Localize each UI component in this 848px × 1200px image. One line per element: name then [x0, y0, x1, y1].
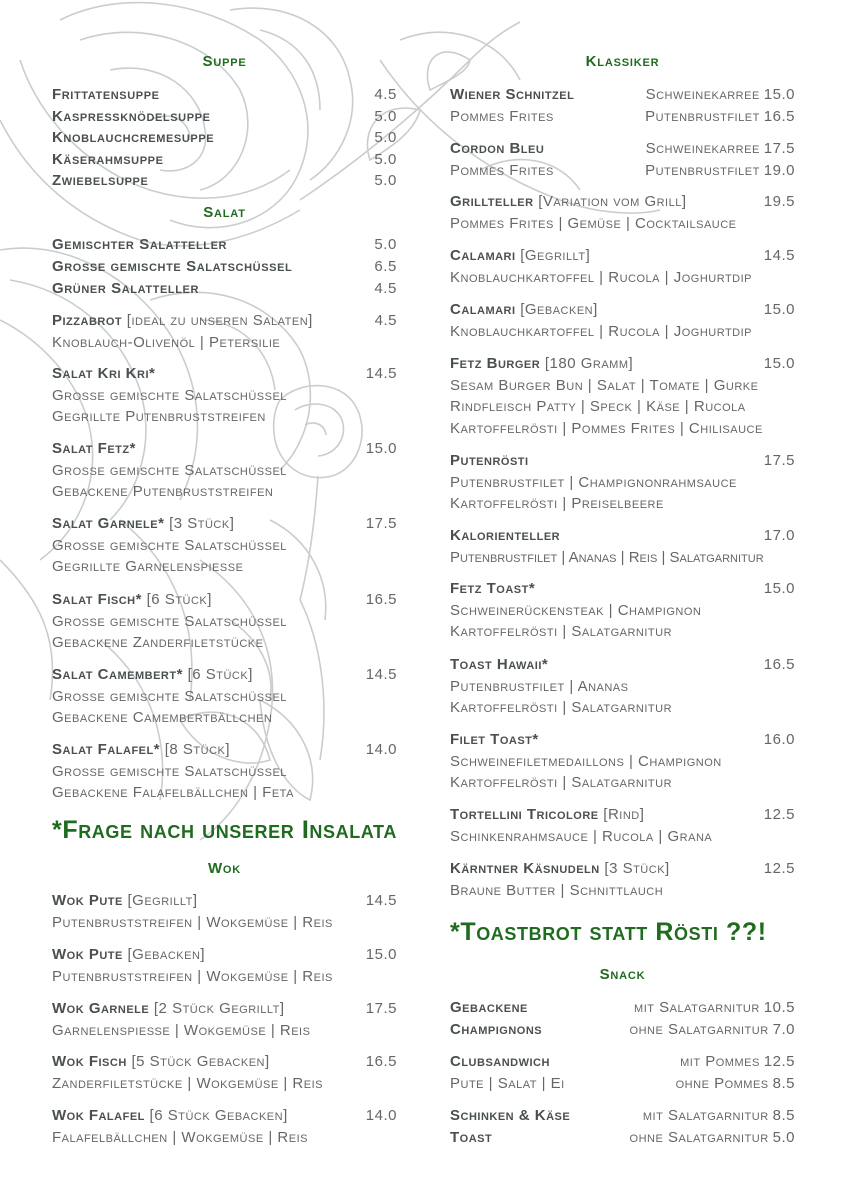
item-name: Calamari — [450, 301, 516, 318]
item-name: Salat Fisch* — [52, 591, 142, 608]
item-price: 7.0 — [772, 1020, 795, 1038]
item-description: Grosse gemischte Salatschüssel — [52, 762, 287, 780]
menu-item-row — [52, 129, 397, 150]
menu-item — [52, 1107, 397, 1150]
item-description: Gebackene Zanderfiletstücke — [52, 634, 264, 651]
item-name: Champignons — [450, 1020, 543, 1038]
item-price: 5.0 — [374, 172, 397, 189]
variant-label: mit Pommes — [680, 1053, 760, 1070]
item-name: Wok Garnele — [52, 1000, 150, 1017]
item-price: 12.5 — [763, 806, 795, 823]
item-name: Grüner Salatteller — [52, 280, 200, 297]
item-price: 16.5 — [763, 107, 795, 125]
item-name: Clubsandwich — [450, 1053, 550, 1070]
item-name: Gemischter Salatteller — [52, 236, 228, 253]
item-description: Grosse gemischte Salatschüssel — [52, 461, 287, 479]
item-price: 14.5 — [365, 892, 397, 909]
item-description: Zanderfiletstücke | Wokgemüse | Reis — [52, 1074, 323, 1092]
item-name: Fetz Toast* — [450, 580, 536, 597]
item-name: Fetz Burger — [450, 355, 541, 372]
item-note: [180 Gramm] — [540, 355, 634, 372]
item-price: 17.0 — [763, 527, 795, 544]
item-description: Putenbrustfilet | Ananas — [450, 677, 629, 695]
item-price: 15.0 — [365, 440, 397, 457]
item-price: 15.0 — [763, 301, 795, 318]
item-name: Toast Hawaii* — [450, 656, 549, 673]
item-description: Gebackene Camembertbällchen — [52, 709, 273, 726]
item-description: Pommes Frites — [450, 107, 554, 125]
item-description: Kartoffelrösti | Preiselbeere — [450, 495, 664, 512]
promo-toastbrot: *Toastbrot statt Rösti ??! — [450, 918, 767, 946]
item-description: Pommes Frites | Gemüse | Cocktailsauce — [450, 214, 737, 232]
item-name: Kärntner Käsnudeln — [450, 860, 600, 877]
item-name: Cordon Bleu — [450, 140, 545, 157]
item-description: Gebackene Falafelbällchen | Feta — [52, 784, 294, 801]
item-description: Gegrillte Garnelenspiesse — [52, 558, 244, 575]
item-name: Wok Fisch — [52, 1053, 127, 1070]
variant-label: ohne Pommes — [675, 1074, 769, 1092]
item-price: 14.0 — [365, 1107, 397, 1124]
item-description: Grosse gemischte Salatschüssel — [52, 612, 287, 630]
item-note: [Gebacken] — [515, 301, 598, 318]
item-name: Salat Camembert* — [52, 666, 183, 683]
menu-item — [52, 515, 397, 580]
item-price: 10.5 — [763, 999, 795, 1016]
item-name: Calamari — [450, 247, 516, 264]
item-name: Salat Kri Kri* — [52, 365, 156, 382]
item-name: Grosse gemischte Salatschüssel — [52, 258, 293, 275]
menu-item — [52, 946, 397, 989]
item-description: Grosse gemischte Salatschüssel — [52, 386, 287, 404]
item-name: Tortellini Tricolore — [450, 806, 599, 823]
item-description: Kartoffelrösti | Salatgarnitur — [450, 774, 673, 791]
item-price: 16.5 — [365, 1053, 397, 1070]
item-price: 19.5 — [763, 193, 795, 210]
item-price: 17.5 — [763, 140, 795, 157]
item-name: Toast — [450, 1128, 493, 1146]
section-title-snack: Snack — [599, 966, 646, 983]
item-price: 15.0 — [365, 946, 397, 963]
item-description: Putenbrustfilet | Ananas | Reis | Salatgarnitur — [450, 548, 764, 566]
item-note: [6 Stück] — [141, 591, 212, 608]
item-price: 4.5 — [374, 312, 397, 329]
item-description: Rindfleisch Patty | Speck | Käse | Rucola — [450, 398, 746, 415]
item-name: Putenrösti — [450, 452, 529, 469]
item-price: 19.0 — [763, 161, 795, 179]
item-name: Wok Falafel — [52, 1107, 145, 1124]
item-price: 15.0 — [763, 86, 795, 103]
item-price: 14.5 — [365, 666, 397, 683]
item-note: [Variation vom Grill] — [533, 193, 687, 210]
item-name: Salat Falafel* — [52, 741, 161, 758]
item-price: 12.5 — [763, 1053, 795, 1070]
menu-item — [52, 591, 397, 656]
menu-item — [52, 1053, 397, 1096]
item-name: Frittatensuppe — [52, 86, 160, 103]
item-price: 17.5 — [365, 1000, 397, 1017]
item-price: 15.0 — [763, 580, 795, 597]
menu-item — [52, 1000, 397, 1043]
section-title-suppe: Suppe — [202, 53, 247, 70]
menu-item-variants — [450, 86, 795, 129]
variant-label: Putenbrustfilet — [645, 161, 760, 179]
item-name: Wok Pute — [52, 892, 123, 909]
menu-item — [52, 365, 397, 430]
item-note: [Gegrillt] — [122, 892, 198, 909]
item-name: Wok Pute — [52, 946, 123, 963]
item-price: 5.0 — [374, 236, 397, 253]
item-description: Falafelbällchen | Wokgemüse | Reis — [52, 1128, 308, 1146]
menu-item — [450, 247, 795, 290]
item-description: Putenbruststreifen | Wokgemüse | Reis — [52, 967, 333, 985]
item-note: [6 Stück] — [182, 666, 253, 683]
item-description: Knoblauch-Olivenöl | Petersilie — [52, 333, 281, 351]
item-description: Kartoffelrösti | Salatgarnitur — [450, 623, 673, 640]
item-name: Grillteller — [450, 193, 534, 210]
item-description: Grosse gemischte Salatschüssel — [52, 687, 287, 705]
item-name: Kaspressknödelsuppe — [52, 108, 211, 125]
item-name: Salat Fetz* — [52, 440, 136, 457]
menu-item — [52, 741, 397, 806]
item-name: Knoblauchcremesuppe — [52, 129, 215, 146]
item-price: 15.0 — [763, 355, 795, 372]
menu-item — [450, 806, 795, 849]
menu-item-variants — [450, 140, 795, 183]
menu-item — [450, 452, 795, 517]
variant-label: ohne Salatgarnitur — [629, 1128, 769, 1146]
item-note: [6 Stück Gebacken] — [144, 1107, 288, 1124]
item-description: Sesam Burger Bun | Salat | Tomate | Gurke — [450, 376, 759, 394]
menu-item-row — [52, 86, 397, 107]
item-description: Schinkenrahmsauce | Rucola | Grana — [450, 827, 713, 845]
menu-item — [450, 193, 795, 236]
menu-item — [52, 666, 397, 731]
item-note: [3 Stück] — [164, 515, 235, 532]
menu-item-row — [52, 280, 397, 301]
item-description: Kartoffelrösti | Salatgarnitur — [450, 699, 673, 716]
item-price: 14.0 — [365, 741, 397, 758]
item-price: 16.5 — [365, 591, 397, 608]
variant-label: ohne Salatgarnitur — [629, 1020, 769, 1038]
section-title-salat: Salat — [203, 204, 246, 221]
item-name: Zwiebelsuppe — [52, 172, 149, 189]
item-description: Braune Butter | Schnittlauch — [450, 881, 664, 899]
item-price: 17.5 — [365, 515, 397, 532]
item-name: Schinken & Käse — [450, 1107, 571, 1124]
item-note: [Rind] — [598, 806, 645, 823]
menu-item-row — [52, 172, 397, 193]
item-price: 16.5 — [763, 656, 795, 673]
item-price: 14.5 — [763, 247, 795, 264]
item-price: 17.5 — [763, 452, 795, 469]
variant-label: mit Salatgarnitur — [642, 1107, 769, 1124]
item-description: Grosse gemischte Salatschüssel — [52, 536, 287, 554]
item-description: Putenbruststreifen | Wokgemüse | Reis — [52, 913, 333, 931]
item-note: [8 Stück] — [160, 741, 231, 758]
item-price: 6.5 — [374, 258, 397, 275]
menu-item — [450, 731, 795, 796]
item-name: Salat Garnele* — [52, 515, 165, 532]
item-price: 8.5 — [772, 1074, 795, 1092]
menu-item — [52, 440, 397, 505]
item-price: 16.0 — [763, 731, 795, 748]
menu-item — [450, 355, 795, 441]
item-note: [2 Stück Gegrillt] — [149, 1000, 285, 1017]
item-name: Gebackene — [450, 999, 528, 1016]
item-name: Pizzabrot — [52, 312, 123, 329]
item-description: Pommes Frites — [450, 161, 554, 179]
item-name: Wiener Schnitzel — [450, 86, 575, 103]
variant-label: Schweinekarree — [645, 86, 760, 103]
item-note: [5 Stück Gebacken] — [126, 1053, 270, 1070]
item-note: [Gegrillt] — [515, 247, 591, 264]
item-price: 14.5 — [365, 365, 397, 382]
item-name: Filet Toast* — [450, 731, 539, 748]
menu-item-variants — [450, 999, 795, 1042]
item-description: Schweinerückensteak | Champignon — [450, 601, 702, 619]
menu-item — [450, 860, 795, 903]
menu-item-row — [52, 236, 397, 257]
item-price: 5.0 — [374, 151, 397, 168]
menu-item-row — [52, 108, 397, 129]
item-price: 5.0 — [374, 108, 397, 125]
promo-insalata: *Frage nach unserer Insalata — [52, 816, 397, 844]
item-price: 4.5 — [374, 280, 397, 297]
section-title-wok: Wok — [207, 860, 242, 877]
menu-item — [450, 656, 795, 721]
item-price: 5.0 — [374, 129, 397, 146]
item-price: 12.5 — [763, 860, 795, 877]
menu-item — [52, 892, 397, 935]
item-note: [3 Stück] — [599, 860, 670, 877]
menu-item — [52, 312, 397, 355]
item-description: Pute | Salat | Ei — [450, 1074, 565, 1092]
item-description: Gebackene Putenbruststreifen — [52, 483, 274, 500]
section-title-klassiker: Klassiker — [585, 53, 660, 70]
item-price: 8.5 — [772, 1107, 795, 1124]
menu-item-variants — [450, 1107, 795, 1150]
menu-item — [450, 301, 795, 344]
item-note: [Gebacken] — [122, 946, 206, 963]
item-description: Gegrillte Putenbruststreifen — [52, 408, 266, 425]
item-description: Knoblauchkartoffel | Rucola | Joghurtdip — [450, 322, 753, 340]
item-price: 5.0 — [772, 1128, 795, 1146]
menu-item — [450, 580, 795, 645]
item-description: Kartoffelrösti | Pommes Frites | Chilisauce — [450, 419, 763, 437]
item-description: Knoblauchkartoffel | Rucola | Joghurtdip — [450, 268, 753, 286]
variant-label: mit Salatgarnitur — [634, 999, 760, 1016]
item-note: [ideal zu unseren Salaten] — [122, 312, 313, 329]
menu-item-row — [52, 258, 397, 279]
item-description: Putenbrustfilet | Champignonrahmsauce — [450, 473, 737, 491]
menu-item — [450, 527, 795, 570]
variant-label: Schweinekarree — [645, 140, 760, 157]
menu-item-row — [52, 151, 397, 172]
item-price: 4.5 — [374, 86, 397, 103]
item-name: Kalorienteller — [450, 527, 561, 544]
item-description: Schweinefiletmedaillons | Champignon — [450, 752, 722, 770]
item-description: Garnelenspiesse | Wokgemüse | Reis — [52, 1021, 311, 1039]
menu-item-variants — [450, 1053, 795, 1096]
variant-label: Putenbrustfilet — [645, 107, 760, 125]
item-name: Käserahmsuppe — [52, 151, 164, 168]
